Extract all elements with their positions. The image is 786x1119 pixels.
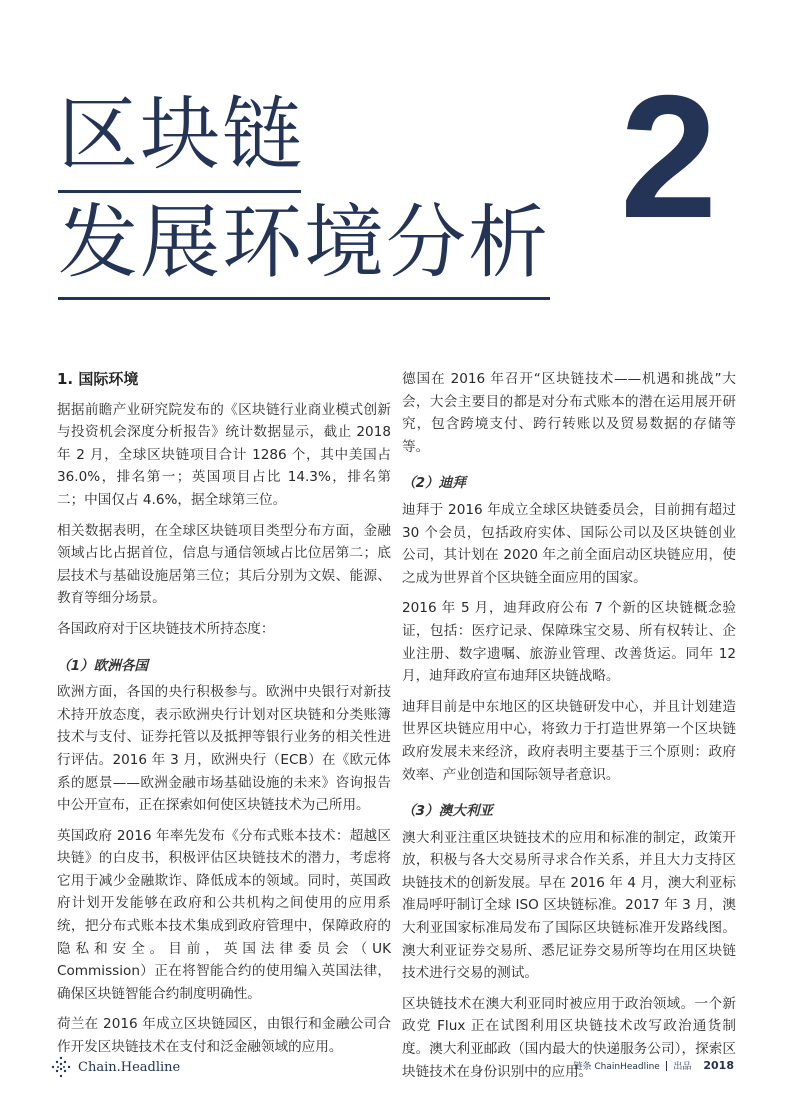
- produced-label: 出品: [673, 1062, 692, 1072]
- diamond-dots-icon: [50, 1056, 72, 1078]
- paragraph: 各国政府对于区块链技术所持态度：: [57, 620, 275, 637]
- section-heading: 1. 国际环境: [57, 370, 139, 388]
- subheading-europe: （1）欧洲各国: [57, 657, 149, 674]
- year: 2018: [703, 1059, 734, 1072]
- paragraph: 迪拜目前是中东地区的区块链研发中心，并且计划建造世界区块链应用中心，将致力于打造世界第一个区块链政府发展未来经济，政府表明主要基于三个原则：政府效率、产业创造和国际领导者意识。: [402, 698, 736, 783]
- paragraph: 荷兰在 2016 年成立区块链园区，由银行和金融公司合作开发区块链技术在支付和泛金融领域的应用。: [57, 1016, 391, 1056]
- chainheadline-logo: [50, 1056, 180, 1078]
- left-column: [57, 368, 391, 1067]
- paragraph: 据据前瞻产业研究院发布的《区块链行业商业模式创新与投资机会深度分析报告》统计数据显示，截止 2018 年 2 月，全球区块链项目合计 1286 个，其中美国占 36.0%，排名第一；英国项目占比 14.3%，排名第二；中国仅占 4.6%，据全球第三位。: [57, 401, 391, 508]
- title-underline-1: [58, 190, 301, 193]
- paragraph: 英国政府 2016 年率先发布《分布式账本技术：超越区块链》的白皮书，积极评估区块链技术的潜力，考虑将它用于减少金融欺诈、降低成本的领域。同时，英国政府计划开发能够在政府和公共机构之间使用的应用系统，把分布式账本技术集成到政府管理中，保障政府的隐私和安全。目前，英国法律委员会（UK Commission）正在将智能合约的使用编入英国法律，确保区块链智能合约制度明确性。: [57, 827, 391, 1002]
- paragraph: 相关数据表明，在全球区块链项目类型分布方面，金融领域占比占据首位，信息与通信领域占比位居第二；底层技术与基础设施居第三位；其后分别为文娱、能源、教育等细分场景。: [57, 522, 391, 607]
- publisher: 链条 ChainHeadline: [573, 1062, 660, 1072]
- chapter-number: 2: [620, 60, 718, 255]
- paragraph: 澳大利亚注重区块链技术的应用和标准的制定，政策开放，积极与各大交易所寻求合作关系，并且大力支持区块链技术的创新发展。早在 2016 年 4 月，澳大利亚标准局呼吁制订全球 ISO 区块链标准。2017 年 3 月，澳大利亚国家标准局发布了国际区块链标准开发路线图。澳大利亚证券交易所、悉尼证券交易所等均在用区块链技术进行交易的测试。: [402, 829, 736, 982]
- title-underline-2: [58, 297, 550, 300]
- subheading-dubai: （2）迪拜: [402, 475, 466, 492]
- paragraph: 欧洲方面，各国的央行积极参与。欧洲中央银行对新技术持开放态度，表示欧洲央行计划对区块链和分类账簿技术与支付、证券托管以及抵押等银行业务的相关性进行评估。2016 年 3 月，欧洲央行（ECB）在《欧元体系的愿景——欧洲金融市场基础设施的未来》咨询报告中公开宣布，正在探索如何使区块链技术为己所用。: [57, 684, 391, 814]
- right-column: [402, 368, 736, 1091]
- divider: [666, 1061, 668, 1071]
- paragraph: 迪拜于 2016 年成立全球区块链委员会，目前拥有超过 30 个会员，包括政府实体、国际公司以及区块链创业公司，其计划在 2020 年之前全面启动区块链应用，使之成为世界首个区块链全面应用的国家。: [402, 501, 736, 586]
- paragraph: 区块链技术在澳大利亚同时被应用于政治领域。一个新政党 Flux 正在试图利用区块链技术改写政治通货制度。澳大利亚邮政（国内最大的快递服务公司），探索区块链技术在身份识别中的应用。: [402, 995, 736, 1080]
- chapter-title-line1: 区块链: [58, 88, 304, 181]
- chapter-title-line2: 发展环境分析: [58, 196, 550, 289]
- footer-credit: [574, 1059, 735, 1072]
- paragraph: 2016 年 5 月，迪拜政府公布 7 个新的区块链概念验证，包括：医疗记录、保障珠宝交易、所有权转让、企业注册、数字遗嘱、旅游业管理、改善货运。同年 12 月，迪拜政府宣布迪拜区块链战略。: [402, 600, 736, 685]
- footer: [50, 1056, 734, 1076]
- paragraph: 德国在 2016 年召开“区块链技术——机遇和挑战”大会，大会主要目的都是对分布式账本的潜在运用展开研究，包含跨境支付、跨行转账以及贸易数据的存储等等。: [402, 371, 736, 455]
- subheading-australia: （3）澳大利亚: [402, 803, 494, 820]
- logo-text: Chain.Headline: [78, 1059, 181, 1075]
